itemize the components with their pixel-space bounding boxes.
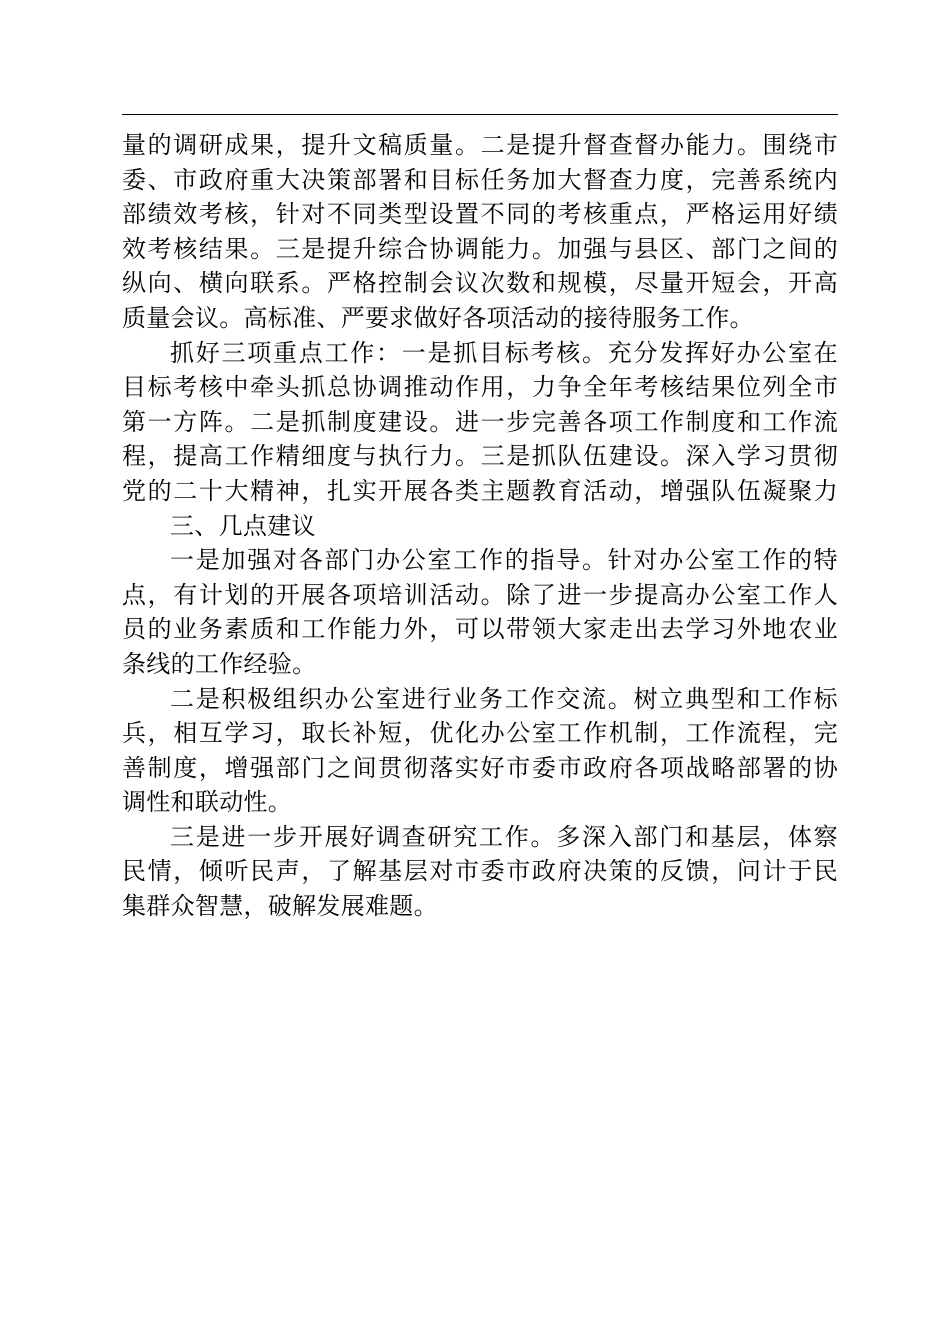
text-line: 员的业务素质和工作能力外，可以带领大家走出去学习外地农业 (122, 615, 838, 644)
text-line: 部绩效考核，针对不同类型设置不同的考核重点，严格运用好绩 (122, 200, 838, 229)
text-line: 条线的工作经验。 (122, 649, 317, 678)
header-rule (122, 114, 838, 115)
paragraph-first-line: 一是加强对各部门办公室工作的指导。针对办公室工作的特 (170, 546, 838, 575)
section-heading: 三、几点建议 (170, 511, 316, 540)
paragraph-first-line: 三是进一步开展好调查研究工作。多深入部门和基层，体察 (170, 822, 838, 851)
text-line: 点，有计划的开展各项培训活动。除了进一步提高办公室工作人 (122, 580, 838, 609)
document-body (122, 128, 838, 924)
text-line: 目标考核中牵头抓总协调推动作用，力争全年考核结果位列全市 (122, 373, 838, 402)
paragraph-first-line: 二是积极组织办公室进行业务工作交流。树立典型和工作标 (170, 684, 838, 713)
text-line: 量的调研成果，提升文稿质量。二是提升督查督办能力。围绕市 (122, 131, 838, 159)
text-line: 集群众智慧，破解发展难题。 (122, 892, 438, 921)
text-line: 委、市政府重大决策部署和目标任务加大督查力度，完善系统内 (122, 165, 838, 194)
text-line: 调性和联动性。 (122, 788, 293, 817)
text-line: 程，提高工作精细度与执行力。三是抓队伍建设。深入学习贯彻 (122, 442, 838, 471)
text-line: 善制度，增强部门之间贯彻落实好市委市政府各项战略部署的协 (122, 753, 838, 782)
text-line: 第一方阵。二是抓制度建设。进一步完善各项工作制度和工作流 (122, 407, 838, 436)
text-line: 兵，相互学习，取长补短，优化办公室工作机制，工作流程，完 (122, 719, 838, 748)
text-line: 党的二十大精神，扎实开展各类主题教育活动，增强队伍凝聚力 (122, 476, 838, 505)
text-line: 民情，倾听民声，了解基层对市委市政府决策的反馈，问计于民 (122, 857, 838, 886)
text-line: 质量会议。高标准、严要求做好各项活动的接待服务工作。 (122, 303, 754, 332)
paragraph-first-line: 抓好三项重点工作：一是抓目标考核。充分发挥好办公室在 (170, 338, 838, 367)
text-line: 纵向、横向联系。严格控制会议次数和规模，尽量开短会，开高 (122, 269, 838, 298)
text-line: 效考核结果。三是提升综合协调能力。加强与县区、部门之间的 (122, 234, 838, 263)
